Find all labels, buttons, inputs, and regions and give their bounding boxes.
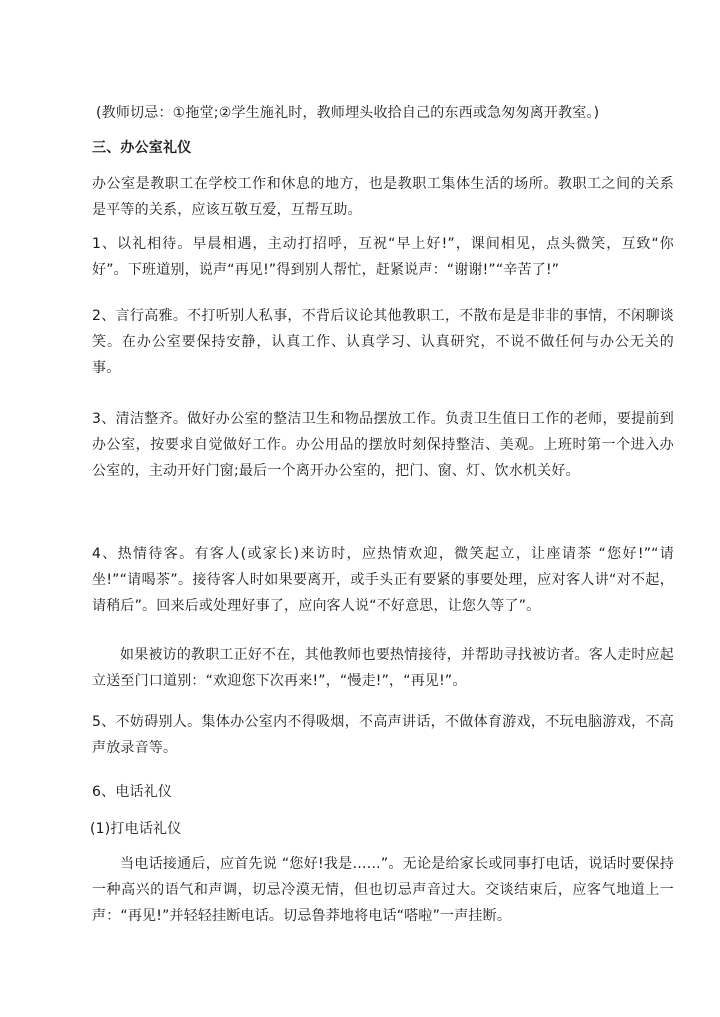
section-title: 三、办公室礼仪 xyxy=(92,140,192,156)
item-6-subtitle: (1)打电话礼仪 xyxy=(90,821,182,837)
item-3-paragraph: 3、清洁整齐。做好办公室的整洁卫生和物品摆放工作。负责卫生值日工作的老师，要提前到办公室，按要求自觉做好工作。办公用品的摆放时刻保持整洁、美观。上班时第一个进入办公室的，主动开好门窗;最后一个离开办公室的，把门、窗、灯、饮水机关好。 xyxy=(92,411,674,480)
teacher-caution-note: (教师切忌：①拖堂;②学生施礼时，教师埋头收拾自己的东西或急匆匆离开教室。) xyxy=(96,105,600,121)
item-4-continuation: 如果被访的教职工正好不在，其他教师也要热情接待，并帮助寻找被访者。客人走时应起立送至门口道别：“欢迎您下次再来!”，“慢走!”，“再见!”。 xyxy=(92,647,674,690)
item-5-paragraph: 5、不妨碍别人。集体办公室内不得吸烟，不高声讲话，不做体育游戏，不玩电脑游戏，不高声放录音等。 xyxy=(92,714,674,757)
item-6-paragraph: 当电话接通后，应首先说 “您好!我是……”。无论是给家长或同事打电话，说话时要保持一种高兴的语气和声调，切忌冷漠无情，但也切忌声音过大。交谈结束后，应客气地道上一声：“再见!”并轻轻挂断电话。切忌鲁莽地将电话“嗒啦”一声挂断。 xyxy=(92,856,674,925)
intro-paragraph: 办公室是教职工在学校工作和休息的地方，也是教职工集体生活的场所。教职工之间的关系是平等的关系，应该互敬互爱，互帮互助。 xyxy=(92,176,674,219)
item-2-paragraph: 2、言行高雅。不打听别人私事，不背后议论其他教职工，不散布是是非非的事情，不闲聊谈笑。在办公室要保持安静，认真工作、认真学习、认真研究，不说不做任何与办公无关的事。 xyxy=(92,308,674,377)
item-6-title: 6、电话礼仪 xyxy=(92,784,173,800)
item-1-paragraph: 1、以礼相待。早晨相遇，主动打招呼，互祝“早上好!”，课间相见，点头微笑，互致“你好”。下班道别，说声“再见!”得到别人帮忙，赶紧说声：“谢谢!”“辛苦了!” xyxy=(92,236,674,279)
item-4-paragraph: 4、热情待客。有客人(或家长)来访时，应热情欢迎，微笑起立，让座请茶 “您好!”“请坐!”“请喝茶”。接待客人时如果要离开，或手头正有要紧的事要处理，应对客人讲“对不起，请稍后”。回来后或处理好事了，应向客人说“不好意思，让您久等了”。 xyxy=(92,546,674,615)
